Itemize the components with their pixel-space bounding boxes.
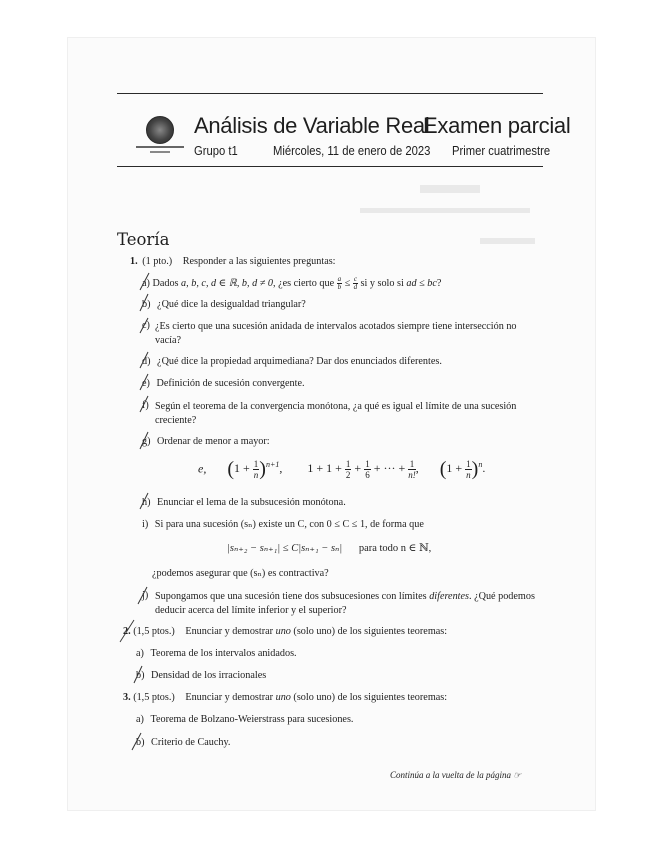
fraction-c-over-d: $\frac{c}{d}$ bbox=[353, 275, 358, 291]
math-sets: a, b, c, d ∈ ℝ, b, d ≠ 0 bbox=[181, 277, 273, 289]
header-rule-top bbox=[117, 93, 543, 94]
item-text: Definición de sucesión convergente. bbox=[156, 378, 305, 389]
item-label: a) bbox=[142, 277, 150, 289]
item-1g bbox=[142, 436, 270, 447]
inequality-formula: |sₙ₊₂ − sₙ₊₁| ≤ C|sₙ₊₁ − sₙ| bbox=[227, 543, 343, 554]
item-text: ¿Es cierto que una sucesión anidada de intervalos acotados siempre tiene intersección no vacía? bbox=[155, 321, 517, 346]
item-2a bbox=[136, 648, 297, 659]
item-label: b) bbox=[136, 670, 145, 681]
continue-note: Continúa a la vuelta de la página ☞ bbox=[390, 770, 522, 780]
expr-power-n: (1 + $\frac{1}{n}$ )$^n$. bbox=[439, 458, 486, 480]
course-title: Análisis de Variable Real bbox=[194, 113, 430, 138]
question-prompt bbox=[185, 626, 447, 637]
item-label: e) bbox=[142, 378, 150, 389]
item-1f bbox=[142, 400, 545, 428]
item-text: ? bbox=[436, 277, 442, 289]
term-label: Primer cuatrimestre bbox=[452, 144, 551, 158]
university-name-mark bbox=[136, 146, 184, 148]
item-text-post: . ¿Qué podemos deducir acerca del límite inferior y el superior? bbox=[155, 591, 535, 616]
contractive-inequality bbox=[227, 542, 431, 554]
question-prompt: Responder a las siguientes preguntas: bbox=[182, 256, 336, 267]
forall-clause: para todo n ∈ ℕ, bbox=[358, 543, 432, 554]
question-points: (1,5 ptos.) bbox=[133, 626, 175, 637]
item-text: Teorema de los intervalos anidados. bbox=[150, 648, 297, 659]
question-number: 2. bbox=[123, 626, 131, 637]
question-2-heading bbox=[123, 626, 447, 637]
exam-type: Examen parcial bbox=[423, 113, 571, 138]
item-3b bbox=[136, 737, 230, 748]
item-1j bbox=[142, 590, 543, 618]
item-text: ¿Qué dice la propiedad arquimediana? Dar dos enunciados diferentes. bbox=[157, 356, 442, 367]
prompt-post: (solo uno) de los siguientes teoremas: bbox=[290, 626, 448, 637]
item-text-pre: Supongamos que una sucesión tiene dos subsucesiones con límites bbox=[155, 591, 430, 602]
item-text: si y solo si bbox=[360, 277, 407, 289]
bleed-through bbox=[420, 185, 480, 193]
expr-series-sum: 1 + 1 + $\frac{1}{2}$ + $\frac{1}{6}$ + ··· + $\frac{1}{n!}$ , bbox=[307, 459, 419, 480]
item-label: a) bbox=[136, 648, 144, 659]
item-label: g) bbox=[142, 436, 151, 447]
item-text: Si para una sucesión (sₙ) existe un C, con 0 ≤ C ≤ 1, de forma que bbox=[154, 519, 424, 530]
question-3-heading bbox=[123, 692, 447, 703]
question-number: 3. bbox=[123, 692, 131, 703]
item-text: Según el teorema de la convergencia monótona, ¿a qué es igual el límite de una sucesión creciente? bbox=[155, 401, 517, 426]
euler-e: e, bbox=[198, 461, 207, 476]
university-city-mark bbox=[150, 151, 170, 153]
item-text: Dados bbox=[152, 277, 182, 289]
item-1b bbox=[142, 299, 306, 310]
item-3a bbox=[136, 714, 353, 725]
prompt-post: (solo uno) de los siguientes teoremas: bbox=[290, 692, 448, 703]
exam-date: Miércoles, 11 de enero de 2023 bbox=[273, 144, 431, 158]
bleed-through bbox=[480, 238, 535, 244]
section-title: Teoría bbox=[117, 230, 170, 249]
emphasis: diferentes bbox=[429, 591, 469, 602]
question-points: (1 pto.) bbox=[142, 256, 173, 267]
math-inequality: ad ≤ bc bbox=[406, 277, 437, 289]
item-1e bbox=[142, 378, 305, 389]
item-text: , ¿es cierto que bbox=[273, 277, 337, 289]
question-number: 1. bbox=[130, 256, 138, 267]
item-label: b) bbox=[136, 737, 145, 748]
item-text: ¿Qué dice la desigualdad triangular? bbox=[157, 299, 306, 310]
question-points: (1,5 ptos.) bbox=[133, 692, 175, 703]
item-label: a) bbox=[136, 714, 144, 725]
prompt-pre: Enunciar y demostrar bbox=[185, 626, 276, 637]
header-rule-bottom bbox=[117, 166, 543, 167]
item-label: d) bbox=[142, 356, 151, 367]
item-text: Enunciar el lema de la subsucesión monótona. bbox=[157, 497, 346, 508]
item-1c bbox=[142, 320, 545, 348]
item-text bbox=[155, 590, 543, 618]
item-2b bbox=[136, 670, 266, 681]
item-label: i) bbox=[142, 519, 149, 530]
item-text: Teorema de Bolzano-Weierstrass para sucesiones. bbox=[150, 714, 354, 725]
fraction-a-over-b: $\frac{a}{b}$ bbox=[337, 275, 342, 291]
university-seal-logo bbox=[146, 116, 174, 144]
emphasis: uno bbox=[275, 692, 291, 703]
item-label: j) bbox=[142, 590, 149, 601]
item-label: b) bbox=[142, 299, 151, 310]
question-prompt bbox=[185, 692, 447, 703]
bleed-through bbox=[360, 208, 530, 213]
item-label: h) bbox=[142, 497, 151, 508]
item-1i bbox=[142, 519, 424, 530]
expr-power-n-plus-1: (1 + $\frac{1}{n}$ )$^{n+1}$, bbox=[227, 458, 283, 480]
prompt-pre: Enunciar y demostrar bbox=[185, 692, 276, 703]
item-1d bbox=[142, 356, 442, 367]
item-1a: a) Dados a, b, c, d ∈ ℝ, b, d ≠ 0, ¿es cierto que $\frac{a}{b}$ ≤ $\frac{c}{d}$ si y solo si ad ≤ bc? bbox=[142, 275, 442, 291]
emphasis: uno bbox=[275, 626, 291, 637]
item-label: f) bbox=[142, 400, 149, 411]
item-text: Criterio de Cauchy. bbox=[151, 737, 231, 748]
item-text: Densidad de los irracionales bbox=[151, 670, 267, 681]
item-label: c) bbox=[142, 320, 150, 331]
group-label: Grupo t1 bbox=[194, 144, 238, 158]
ordering-formula bbox=[198, 458, 485, 481]
item-1h bbox=[142, 497, 346, 508]
question-1-heading bbox=[130, 256, 336, 267]
item-1i-question: ¿podemos asegurar que (sₙ) es contractiva? bbox=[152, 568, 329, 579]
item-text: Ordenar de menor a mayor: bbox=[157, 436, 270, 447]
